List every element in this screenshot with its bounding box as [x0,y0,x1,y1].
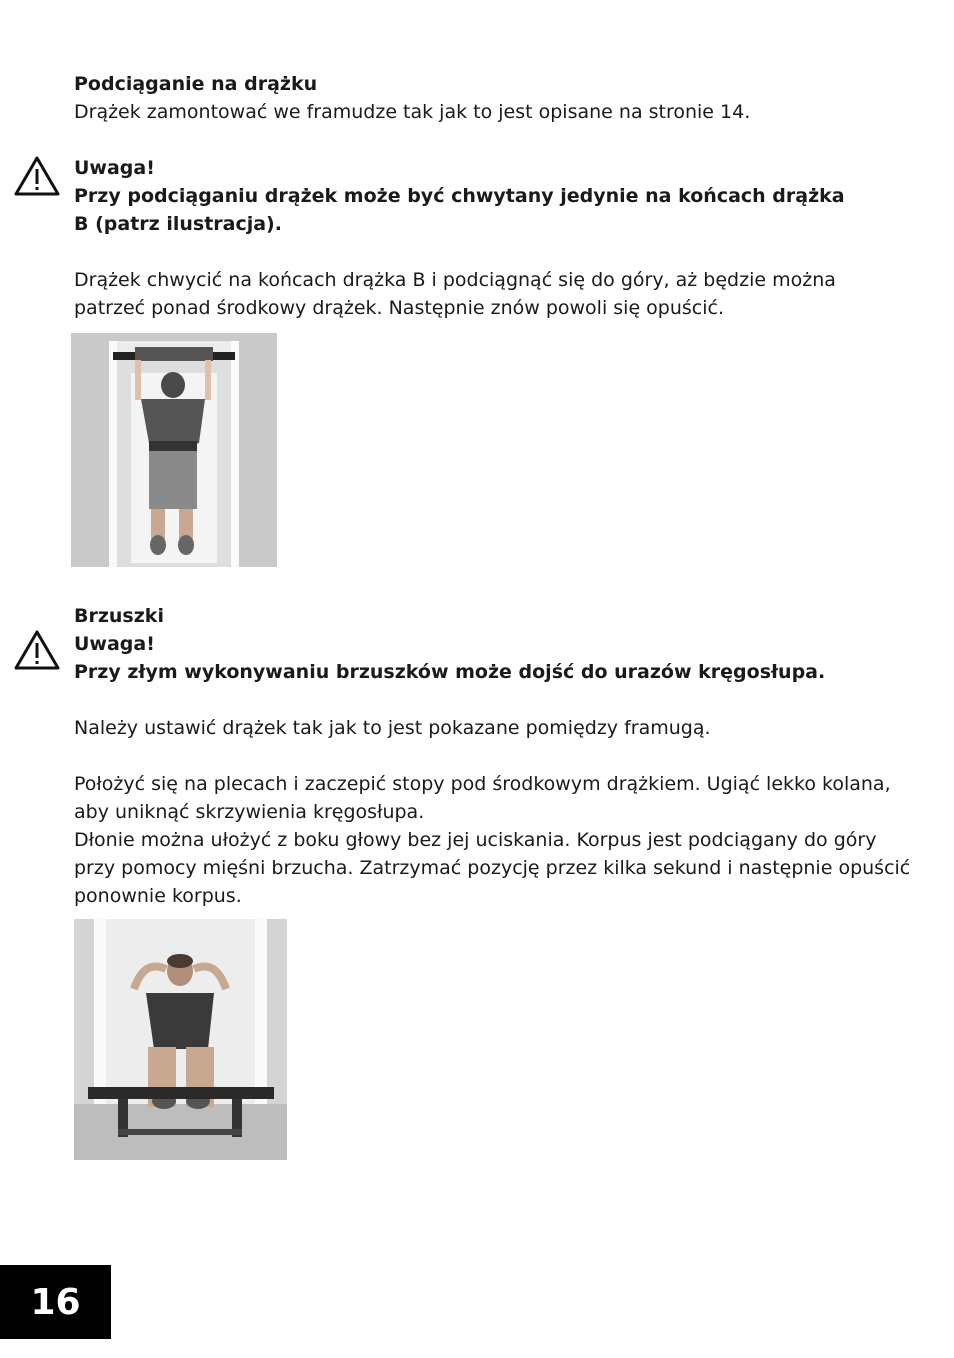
warning-label: Uwaga! [74,157,155,179]
situps-setup-text: Należy ustawić drążek tak jak to jest pokazane pomiędzy framugą. [74,717,711,739]
pullup-warning-text: B (patrz ilustracja). [74,213,282,235]
pullup-illustration [71,333,277,567]
situps-instructions: Dłonie można ułożyć z boku głowy bez jej uciskania. Korpus jest podciągany do góry [74,829,877,851]
section-heading-pullup: Podciąganie na drążku [74,73,318,95]
situps-warning-text: Przy złym wykonywaniu brzuszków może dojść do urazów kręgosłupa. [74,661,826,683]
pullup-instructions: Drążek chwycić na końcach drążka B i podciągnąć się do góry, aż będzie można [74,269,836,291]
pullup-instructions: patrzeć ponad środkowy drążek. Następnie znów powoli się opuścić. [74,297,725,319]
pullup-intro-text: Drążek zamontować we framudze tak jak to jest opisane na stronie 14. [74,101,751,123]
situps-instructions: przy pomocy mięśni brzucha. Zatrzymać pozycję przez kilka sekund i następnie opuścić [74,857,911,879]
warning-triangle-icon [14,156,60,196]
warning-label: Uwaga! [74,633,155,655]
warning-triangle-icon [14,630,60,670]
situps-instructions: ponownie korpus. [74,885,242,907]
section-heading-situps: Brzuszki [74,605,164,627]
situps-illustration [74,919,287,1160]
situps-instructions: Położyć się na plecach i zaczepić stopy pod środkowym drążkiem. Ugiąć lekko kolana, [74,773,891,795]
pullup-warning-text: Przy podciąganiu drążek może być chwytany jedynie na końcach drążka [74,185,845,207]
page-number: 16 [0,1265,111,1339]
situps-instructions: aby uniknąć skrzywienia kręgosłupa. [74,801,425,823]
